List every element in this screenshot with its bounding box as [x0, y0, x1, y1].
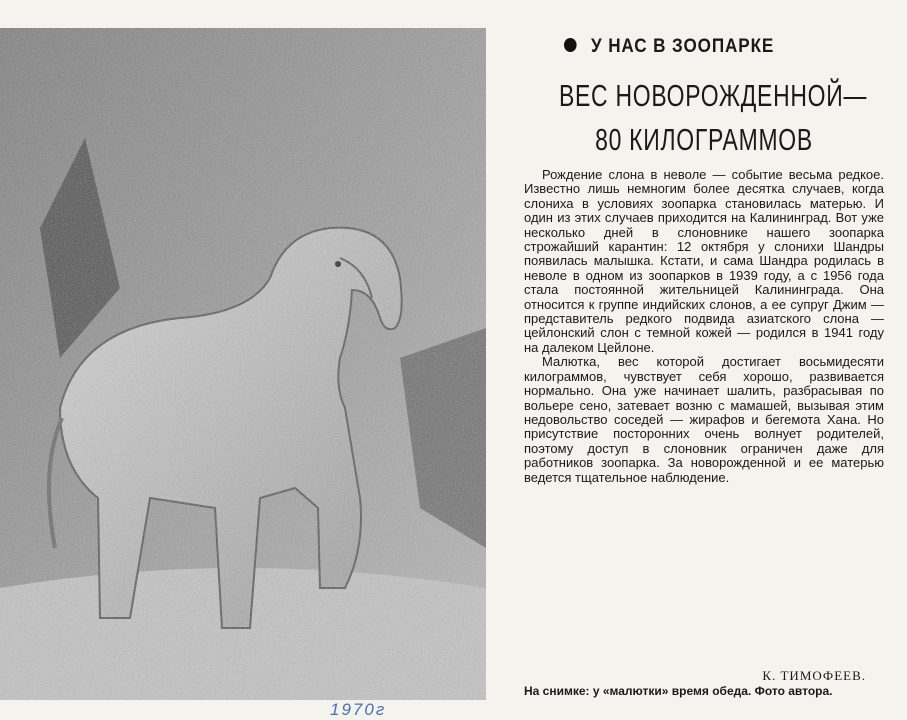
rubric [564, 36, 774, 58]
paragraph-1: Рождение слона в неволе — событие весьма редкое. Известно лишь немногим более десятка случаев, когда слониха в условиях зоопарка становилась матерью. И один из этих случаев приходится на Калининград. Вот уже несколько дней в слоновнике нашего зоопарка строжайший карантин: 12 октября у слонихи Шандры появилась малышка. Кстати, и сама Шандра родилась в неволе в одном из зоопарков в 1939 году, а с 1956 года стала постоянной жительницей Калининграда. Она относится к группе индийских слонов, а ее супруг Джим — представитель редкого подвида азиатского слона — цейлонский слон с темной кожей — родился в 1941 году на далеком Цейлоне. [524, 167, 884, 355]
elephant-photo [0, 28, 486, 700]
photo-caption: На снимке: у «малютки» время обеда. Фото автора. [524, 684, 833, 698]
article-body [524, 168, 884, 485]
paragraph-2: Малютка, вес которой достигает восьмидесяти килограммов, чувствует себя хорошо, развивается нормально. Она уже начинает шалить, разбрасывая по вольере сено, затевает возню с мамашей, вызывая этим недовольство соседей — жирафов и бегемота Хана. Но присутствие посторонних очень волнует родителей, поэтому доступ в слоновник ограничен даже для работников зоопарка. За новорожденной и ее матерью ведется тщательное наблюдение. [524, 354, 884, 485]
headline-line-2: 80 КИЛОГРАММОВ [595, 122, 813, 157]
rubric-text: У НАС В ЗООПАРКЕ [591, 36, 775, 57]
handwritten-note: 1970г [330, 700, 387, 719]
headline-line-1: ВЕС НОВОРОЖДЕННОЙ— [558, 78, 868, 113]
article [508, 22, 900, 712]
elephant-photo-drawing [0, 28, 486, 700]
author: К. ТИМОФЕЕВ. [762, 668, 866, 683]
headline [508, 74, 900, 162]
bullet-icon [564, 38, 577, 52]
